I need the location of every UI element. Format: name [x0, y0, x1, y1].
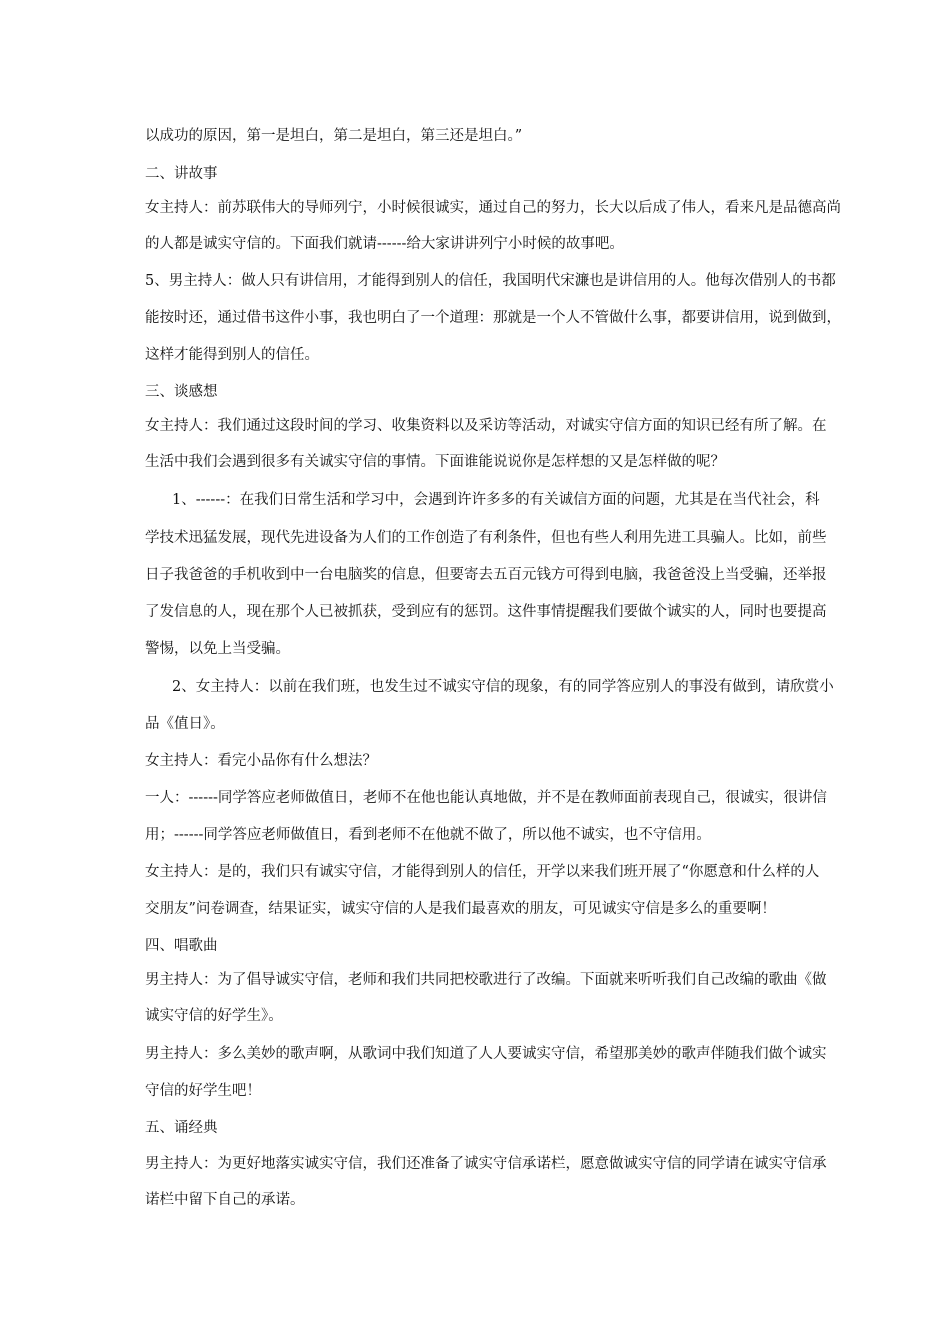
text-line: 了发信息的人，现在那个人已被抓获，受到应有的惩罚。这件事情提醒我们要做个诚实的人，同时也要提高: [145, 604, 827, 620]
text-line: 女主持人：是的，我们只有诚实守信，才能得到别人的信任，开学以来我们班开展了“你愿意和什么样的人: [145, 864, 820, 880]
text-line: 男主持人：为更好地落实诚实守信，我们还准备了诚实守信承诺栏，愿意做诚实守信的同学请在诚实守信承: [145, 1156, 827, 1172]
text-line: 女主持人：看完小品你有什么想法？: [145, 753, 377, 769]
text-line: 2、女主持人：以前在我们班，也发生过不诚实守信的现象，有的同学答应别人的事没有做到，请欣赏小: [172, 679, 834, 695]
text-line: 诺栏中留下自己的承诺。: [145, 1192, 305, 1208]
section-heading-thoughts: 三、谈感想: [145, 384, 218, 400]
text-line: 女主持人：前苏联伟大的导师列宁，小时候很诚实，通过自己的努力，长大以后成了伟人，看来凡是品德高尚: [145, 200, 841, 216]
text-line: 5、男主持人：做人只有讲信用，才能得到别人的信任，我国明代宋濂也是讲信用的人。他每次借别人的书都: [145, 273, 836, 289]
section-heading-story: 二、讲故事: [145, 166, 218, 182]
text-line: 守信的好学生吧！: [145, 1083, 261, 1099]
text-line: 女主持人：我们通过这段时间的学习、收集资料以及采访等活动，对诚实守信方面的知识已经有所了解。在: [145, 418, 827, 434]
text-line: 一人：------同学答应老师做值日，老师不在他也能认真地做，并不是在教师面前表现自己，很诚实，很讲信: [145, 790, 827, 806]
text-line: 日子我爸爸的手机收到中一台电脑奖的信息，但要寄去五百元钱方可得到电脑，我爸爸没上当受骗，还举报: [145, 567, 827, 583]
text-line: 男主持人：为了倡导诚实守信，老师和我们共同把校歌进行了改编。下面就来听听我们自己改编的歌曲《做: [145, 972, 827, 988]
section-heading-song: 四、唱歌曲: [145, 938, 218, 954]
text-line: 警惕，以免上当受骗。: [145, 641, 290, 657]
text-line: 诚实守信的好学生》。: [145, 1008, 283, 1024]
text-line: 学技术迅猛发展，现代先进设备为人们的工作创造了有利条件，但也有些人利用先进工具骗人。比如，前些: [145, 530, 827, 546]
section-heading-classics: 五、诵经典: [145, 1120, 218, 1136]
text-line: 1、------：在我们日常生活和学习中，会遇到许许多多的有关诚信方面的问题，尤其是在当代社会，科: [172, 492, 820, 508]
text-line: 这样才能得到别人的信任。: [145, 347, 319, 363]
text-line: 用；------同学答应老师做值日，看到老师不在他就不做了，所以他不诚实，也不守信用。: [145, 827, 711, 843]
text-line: 以成功的原因，第一是坦白，第二是坦白，第三还是坦白。”: [145, 128, 523, 144]
text-line: 的人都是诚实守信的。下面我们就请------给大家讲讲列宁小时候的故事吧。: [145, 236, 624, 252]
text-line: 能按时还，通过借书这件小事，我也明白了一个道理：那就是一个人不管做什么事，都要讲信用，说到做到，: [145, 310, 841, 326]
text-line: 生活中我们会遇到很多有关诚实守信的事情。下面谁能说说你是怎样想的又是怎样做的呢？: [145, 454, 725, 470]
text-line: 品《值日》。: [145, 716, 225, 732]
text-line: 交朋友”问卷调查，结果证实，诚实守信的人是我们最喜欢的朋友，可见诚实守信是多么的重要啊！: [145, 901, 776, 917]
text-line: 男主持人：多么美妙的歌声啊，从歌词中我们知道了人人要诚实守信，希望那美妙的歌声伴随我们做个诚实: [145, 1046, 827, 1062]
